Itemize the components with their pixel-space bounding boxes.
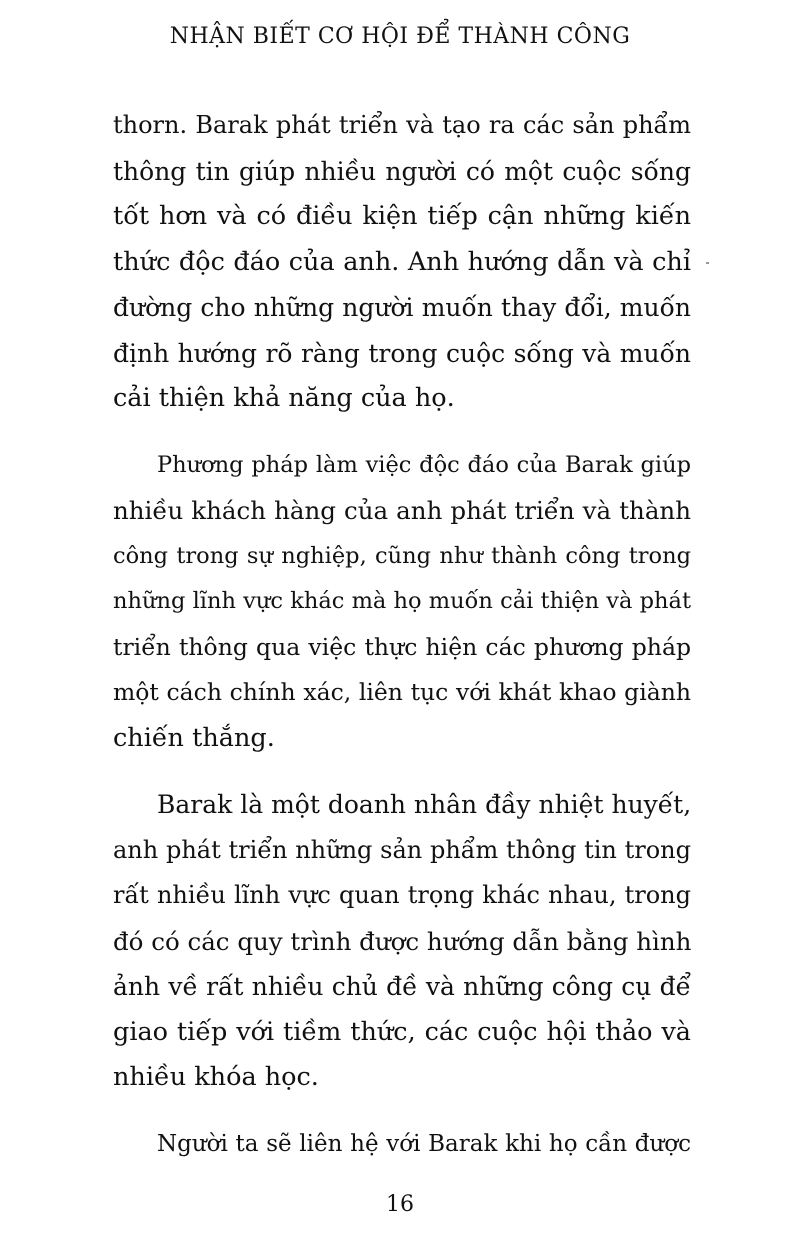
text-line: Barak là một doanh nhân đầy nhiệt huyết, xyxy=(157,790,692,819)
text-line: nhiều khóa học. xyxy=(113,1062,319,1092)
page-number: 16 xyxy=(386,1192,414,1217)
text-line: công trong sự nghiệp, cũng như thành công trong xyxy=(113,542,691,569)
text-line: cải thiện khả năng của họ. xyxy=(113,383,455,413)
text-line: định hướng rõ ràng trong cuộc sống và muốn xyxy=(113,338,691,368)
text-line: thông tin giúp nhiều người có một cuộc sống xyxy=(113,156,691,186)
text-line: thorn. Barak phát triển và tạo ra các sản phẩm xyxy=(113,111,691,139)
running-head-title: NHẬN BIẾT CƠ HỘI ĐỂ THÀNH CÔNG xyxy=(169,24,631,49)
text-line: Phương pháp làm việc độc đáo của Barak giúp xyxy=(157,451,691,478)
body-text xyxy=(113,103,691,1188)
text-line: rất nhiều lĩnh vực quan trọng khác nhau, trong xyxy=(113,881,691,909)
text-line: nhiều khách hàng của anh phát triển và thành xyxy=(113,496,691,525)
text-line: một cách chính xác, liên tục với khát khao giành xyxy=(113,678,691,706)
text-line: ảnh về rất nhiều chủ đề và những công cụ để xyxy=(113,972,691,1001)
text-line: thức độc đáo của anh. Anh hướng dẫn và chỉ xyxy=(113,246,691,277)
text-line: anh phát triển những sản phẩm thông tin trong xyxy=(113,835,691,864)
text-line: chiến thắng. xyxy=(113,722,275,753)
paragraph-4 xyxy=(113,1122,691,1168)
paragraph-3 xyxy=(113,782,691,1101)
text-line: những lĩnh vực khác mà họ muốn cải thiện và phát xyxy=(113,588,691,614)
paragraph-2 xyxy=(113,443,691,762)
text-line: đường cho những người muốn thay đổi, muốn xyxy=(113,293,691,322)
text-line: đó có các quy trình được hướng dẫn bằng hình xyxy=(113,926,692,956)
print-speck xyxy=(706,262,709,264)
text-line: tốt hơn và có điều kiện tiếp cận những kiến xyxy=(113,201,691,231)
text-line: triển thông qua việc thực hiện các phương pháp xyxy=(113,632,691,661)
paragraph-1 xyxy=(113,103,691,422)
text-line: giao tiếp với tiềm thức, các cuộc hội thảo và xyxy=(113,1016,691,1047)
text-line: Người ta sẽ liên hệ với Barak khi họ cần được xyxy=(157,1130,691,1157)
